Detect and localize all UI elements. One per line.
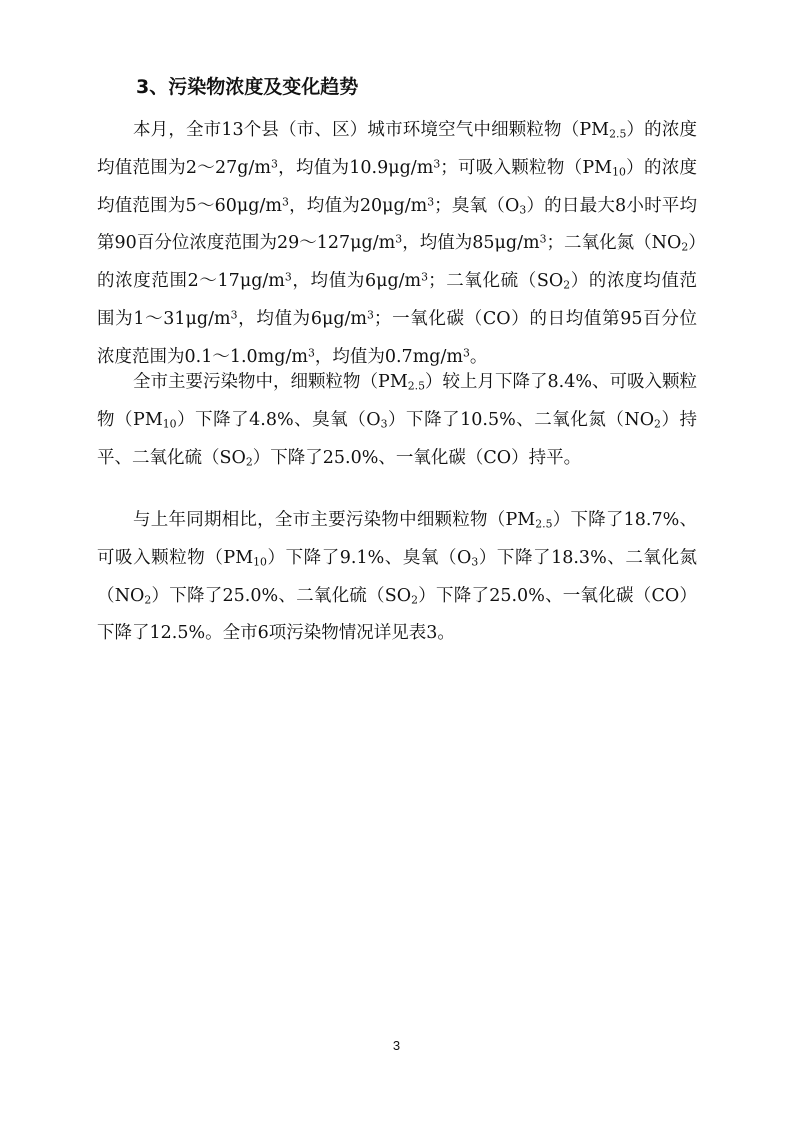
paragraph-monthly-concentrations [97, 112, 697, 377]
subscript: 3 [471, 555, 479, 569]
text-run: ）的浓度范围2～17μg/m [97, 233, 698, 292]
text-run: ，均值为85μg/m [402, 233, 540, 254]
text-run: ）下降了9.1%、臭氧（O [266, 547, 472, 568]
superscript: 3 [284, 270, 292, 284]
page-number: 3 [392, 1038, 401, 1053]
text-run: ）较上月下降了8.4%、可吸入颗粒物（PM [97, 372, 697, 430]
superscript: 3 [539, 232, 547, 246]
text-run: ，均值为10.9μg/m [277, 157, 434, 178]
superscript: 3 [395, 232, 403, 246]
text-run: ）的浓度均值范围为5～60μg/m [97, 157, 697, 216]
text-run: ）的浓度均值范围为1～31μg/m [97, 271, 698, 329]
subscript: 2 [411, 593, 419, 607]
text-run: ，均值为6μg/m [237, 308, 368, 329]
subscript: 2 [654, 417, 661, 431]
subscript: 10 [612, 165, 626, 179]
section-title: 3、污染物浓度及变化趋势 [136, 76, 359, 98]
subscript: 3 [519, 203, 527, 217]
paragraph-month-over-month [97, 364, 697, 477]
text-run: ）下降了25.0%、一氧化碳（CO）下降了12.5%。全市6项污染物情况详见表3。 [97, 585, 697, 644]
text-run: 。 [469, 346, 488, 367]
subscript: 2 [563, 278, 571, 292]
text-run: ）的浓度均值范围为2～27g/m [97, 120, 698, 178]
superscript: 3 [462, 346, 470, 360]
text-run: ；臭氧（O [434, 195, 520, 216]
text-run: ；一氧化碳（CO）的日均值第95百分位浓度范围为0.1～1.0mg/m [97, 308, 697, 367]
text-run: ）下降了18.7%、可吸入颗粒物（PM [97, 510, 697, 568]
subscript: 2 [245, 455, 253, 469]
superscript: 3 [281, 195, 289, 209]
subscript: 2.5 [535, 517, 553, 531]
subscript: 2.5 [609, 127, 627, 141]
text-run: ，均值为20μg/m [288, 195, 428, 216]
text-run: ，均值为0.7mg/m [314, 346, 463, 367]
text-run: ）下降了25.0%、一氧化碳（CO）持平。 [252, 447, 582, 468]
superscript: 3 [433, 157, 441, 171]
text-run: ；可吸入颗粒物（PM [440, 157, 613, 178]
text-run: ）下降了4.8%、臭氧（O [176, 409, 381, 430]
superscript: 3 [421, 270, 429, 284]
subscript: 2 [144, 593, 152, 607]
text-run: ；二氧化氮（NO [546, 233, 682, 254]
superscript: 3 [230, 308, 238, 322]
text-run: 全市主要污染物中，细颗粒物（PM [133, 372, 408, 392]
superscript: 3 [427, 195, 435, 209]
subscript: 10 [162, 417, 177, 431]
text-run: ；二氧化硫（SO [428, 271, 564, 292]
superscript: 3 [307, 346, 315, 360]
subscript: 2.5 [407, 379, 425, 393]
text-run: ）持平、二氧化硫（SO [97, 409, 697, 468]
superscript: 3 [271, 157, 278, 171]
text-run: 与上年同期相比，全市主要污染物中细颗粒物（PM [133, 510, 536, 530]
subscript: 3 [380, 417, 388, 431]
text-run: ）的日最大8小时平均第90百分位浓度范围为29～127μg/m [97, 195, 698, 254]
text-run: 本月，全市13个县（市、区）城市环境空气中细颗粒物（PM [133, 120, 610, 140]
subscript: 2 [681, 241, 689, 255]
subscript: 10 [253, 555, 267, 569]
paragraph-year-over-year [97, 502, 697, 653]
text-run: ）下降了25.0%、二氧化硫（SO [151, 585, 412, 606]
text-run: ）下降了18.3%、二氧化氮（NO [97, 547, 698, 606]
superscript: 3 [367, 308, 374, 322]
text-run: ）下降了10.5%、二氧化氮（NO [387, 409, 655, 430]
text-run: ，均值为6μg/m [291, 271, 422, 292]
